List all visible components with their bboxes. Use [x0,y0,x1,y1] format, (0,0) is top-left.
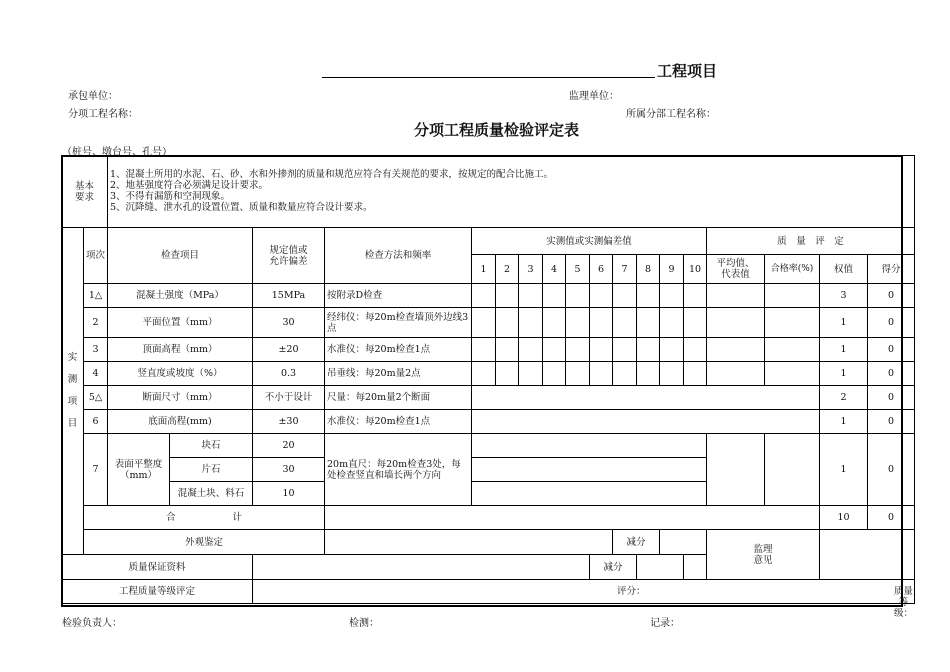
row-weight: 1 [820,434,868,506]
measure-cell[interactable] [590,362,613,386]
measure-cell[interactable] [519,284,543,308]
sub-spec: 10 [253,482,325,506]
measure-num: 8 [637,255,660,284]
row-weight: 1 [820,308,868,338]
measure-cell[interactable] [637,338,660,362]
weight-header: 权值 [820,255,868,284]
row-item: 表面平整度（mm） [108,434,170,506]
measure-num: 5 [566,255,590,284]
measure-cell[interactable] [637,362,660,386]
recorder-label: 记录： [650,618,680,629]
table-row [62,284,915,308]
pass-rate-cell[interactable] [765,434,820,506]
measure-cell[interactable] [637,284,660,308]
deduct-label: 减分 [590,555,637,580]
table-row [62,410,915,434]
supervisor-opinion-input[interactable] [820,530,915,580]
grade-label: 质量等级： [893,586,913,619]
total-row [62,506,915,530]
pass-rate-cell[interactable] [765,362,820,386]
pass-rate-cell[interactable] [765,338,820,362]
measure-num: 2 [496,255,519,284]
avg-header: 平均值、 代表值 [707,255,765,284]
measure-num: 10 [684,255,707,284]
grade-row [62,580,915,604]
row-method: 吊垂线：每20m量2点 [325,362,472,386]
measure-merged-cell[interactable] [472,434,707,458]
row-no: 2 [84,308,108,338]
total-score: 0 [868,506,915,530]
deduct-input[interactable] [660,530,707,555]
measure-num: 1 [472,255,496,284]
appearance-row [62,530,915,555]
row-method: 按附录D检查 [325,284,472,308]
row-item: 竖直度或坡度（%） [108,362,253,386]
row-no: 3 [84,338,108,362]
measure-num: 4 [543,255,566,284]
row-spec: 30 [253,308,325,338]
measured-header: 实测值或实测偏差值 [472,228,707,255]
table-row [62,338,915,362]
supervisor-opinion-label: 监理 意见 [707,530,820,580]
score-header: 得分 [868,255,915,284]
sub-item: 混凝土块、料石 [170,482,253,506]
row-weight: 1 [820,362,868,386]
measure-cell[interactable] [613,338,637,362]
row-method: 水准仪：每20m检查1点 [325,338,472,362]
row-method: 水准仪：每20m检查1点 [325,410,472,434]
inspector-label: 检验负责人： [62,618,122,629]
docs-label: 质量保证资料 [62,555,253,580]
measure-cell[interactable] [613,308,637,338]
measure-cell[interactable] [519,362,543,386]
deduct-input[interactable] [637,555,684,580]
check-item-header: 检查项目 [108,228,253,284]
sub-item: 片石 [170,458,253,482]
row-method: 尺量：每20m量2个断面 [325,386,472,410]
row-item: 平面位置（mm） [108,308,253,338]
row-weight: 2 [820,386,868,410]
row-spec: ±30 [253,410,325,434]
row-score: 0 [868,410,915,434]
measure-merged-cell[interactable] [472,386,820,410]
side-label: 实 测 项 目 [62,228,84,555]
row-score: 0 [868,284,915,308]
row-score: 0 [868,362,915,386]
grade-eval-field[interactable] [253,580,915,619]
measure-cell[interactable] [566,338,590,362]
score-label: 评分： [617,586,646,597]
form-title: 分项工程质量检验评定表 [414,121,580,139]
measure-merged-cell[interactable] [472,458,707,482]
row-method: 经纬仪：每20m检查墙顶外边线3点 [325,308,472,338]
measure-cell[interactable] [660,338,684,362]
quality-eval-header: 质 量 评 定 [707,228,915,255]
measure-num: 6 [590,255,613,284]
measure-cell[interactable] [613,284,637,308]
avg-cell[interactable] [707,338,765,362]
avg-cell[interactable] [707,284,765,308]
row-item: 底面高程(mm) [108,410,253,434]
grade-eval-label: 工程质量等级评定 [62,580,253,604]
measure-cell[interactable] [472,338,496,362]
table-row [62,434,915,458]
measure-cell[interactable] [660,284,684,308]
row-no: 1△ [84,284,108,308]
row-spec: ±20 [253,338,325,362]
measure-cell[interactable] [543,362,566,386]
supervisor-label: 监理单位： [569,91,619,102]
measure-cell[interactable] [684,362,707,386]
measure-cell[interactable] [543,284,566,308]
pile-label: （桩号、墩台号、孔号） [62,147,172,158]
measure-merged-cell[interactable] [472,482,707,506]
inspection-table [61,155,915,619]
row-item: 混凝土强度（MPa） [108,284,253,308]
measure-cell[interactable] [660,308,684,338]
measure-merged-cell[interactable] [472,410,820,434]
avg-cell[interactable] [707,362,765,386]
row-no: 7 [84,434,108,506]
measure-cell[interactable] [590,284,613,308]
total-weight: 10 [820,506,868,530]
measure-num: 3 [519,255,543,284]
contractor-label: 承包单位： [68,91,118,102]
row-spec: 15MPa [253,284,325,308]
table-row [62,308,915,338]
project-name-line[interactable] [322,77,655,78]
pass-rate-header: 合格率(%) [765,255,820,284]
pass-rate-cell[interactable] [765,284,820,308]
measure-cell[interactable] [519,338,543,362]
total-label: 合 计 [84,506,325,530]
row-item: 断面尺寸（mm） [108,386,253,410]
avg-cell[interactable] [707,308,765,338]
parent-project-label: 所属分部工程名称： [626,109,716,120]
measure-cell[interactable] [519,308,543,338]
measure-cell[interactable] [543,308,566,338]
total-empty [325,506,820,530]
measure-cell[interactable] [472,284,496,308]
measure-cell[interactable] [496,338,519,362]
measure-cell[interactable] [472,308,496,338]
measure-cell[interactable] [590,338,613,362]
table-row [62,386,915,410]
project-title: 工程项目 [657,62,718,80]
measure-cell[interactable] [566,284,590,308]
measure-num: 9 [660,255,684,284]
requirements-label: 基本 要求 [62,156,108,228]
measure-cell[interactable] [684,284,707,308]
row-no: 5△ [84,386,108,410]
measure-cell[interactable] [566,362,590,386]
requirements-text: 1、混凝土所用的水泥、石、砂、水和外掺剂的质量和规范应符合有关规范的要求，按规定的配合比施工。 2、地基强度符合必须满足设计要求。 3、不得有漏筋和空洞现象。 5、沉降缝、泄水孔的设置位置、质量和数量应符合设计要求。 [108,156,915,228]
sub-spec: 30 [253,458,325,482]
measure-cell[interactable] [684,338,707,362]
measure-cell[interactable] [660,362,684,386]
row-score: 0 [868,434,915,506]
measure-cell[interactable] [566,308,590,338]
measure-num: 7 [613,255,637,284]
pass-rate-cell[interactable] [765,308,820,338]
table-row [62,362,915,386]
item-no-header: 项次 [84,228,108,284]
measure-cell[interactable] [496,284,519,308]
row-spec: 0.3 [253,362,325,386]
row-item: 顶面高程（mm） [108,338,253,362]
measure-cell[interactable] [472,362,496,386]
appearance-label: 外观鉴定 [84,530,325,555]
appearance-input[interactable] [325,530,613,555]
row-weight: 1 [820,338,868,362]
measure-cell[interactable] [613,362,637,386]
row-no: 4 [84,362,108,386]
row-no: 6 [84,410,108,434]
sub-project-label: 分项工程名称： [68,109,138,120]
avg-cell[interactable] [707,434,765,506]
row-spec: 不小于设计 [253,386,325,410]
measure-cell[interactable] [637,308,660,338]
row-method: 20m直尺：每20m检查3处，每处检查竖直和墙长两个方向 [325,434,472,506]
row-weight: 1 [820,410,868,434]
measure-cell[interactable] [496,362,519,386]
row-score: 0 [868,308,915,338]
measure-cell[interactable] [496,308,519,338]
measure-cell[interactable] [543,338,566,362]
measure-cell[interactable] [684,308,707,338]
measure-cell[interactable] [590,308,613,338]
deduct-label: 减分 [613,530,660,555]
spec-header: 规定值或 允许偏差 [253,228,325,284]
row-score: 0 [868,338,915,362]
row-weight: 3 [820,284,868,308]
method-header: 检查方法和频率 [325,228,472,284]
tester-label: 检测： [349,618,379,629]
docs-input[interactable] [253,555,590,580]
sub-item: 块石 [170,434,253,458]
sub-spec: 20 [253,434,325,458]
row-score: 0 [868,386,915,410]
